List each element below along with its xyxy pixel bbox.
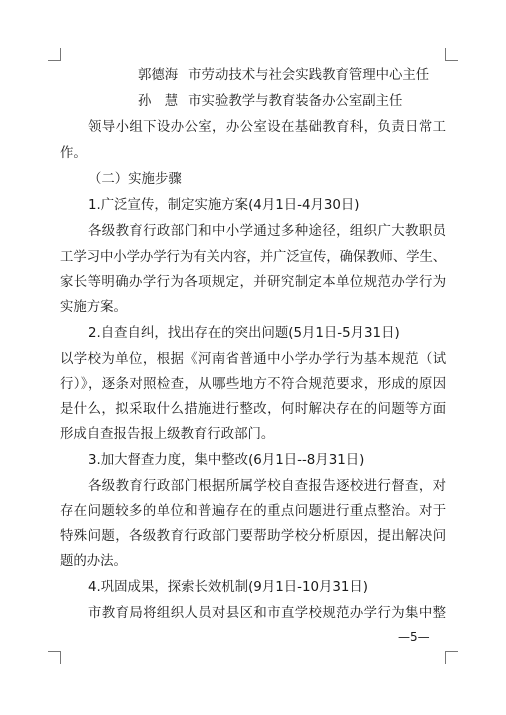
paragraph-line: 工学习中小学办学行为有关内容，并广泛宣传，确保教师、学生、 [60,250,446,265]
step-heading: 1.广泛宣传，制定实施方案(4月1日-4月30日) [88,198,360,213]
paragraph-line: 作。 [60,146,87,161]
paragraph-line: 存在问题较多的单位和普遍存在的重点问题进行重点整治。对于 [60,504,446,519]
member-title: 市劳动技术与社会实践教育管理中心主任 [188,68,430,83]
paragraph-line: 实施方案。 [60,300,127,315]
paragraph-line: 领导小组下设办公室，办公室设在基础教育科，负责日常工 [88,120,446,135]
paragraph-line: 市教育局将组织人员对县区和市直学校规范办学行为集中整 [88,606,446,621]
member-title: 市实验教学与教育装备办公室副主任 [188,94,403,109]
member-name: 郭德海 [138,68,179,83]
crop-mark-top-right [445,48,458,61]
paragraph-line: 是什么，拟采取什么措施进行整改，何时解决存在的问题等方面 [60,402,446,417]
section-heading: （二）实施步骤 [88,172,182,187]
member-name: 孙 慧 [138,94,179,109]
step-heading: 4.巩固成果，探索长效机制(9月1日-10月31日) [88,580,369,595]
paragraph-line: 行）》，逐条对照检查，从哪些地方不符合规范要求，形成的原因 [60,377,446,392]
paragraph-line: 各级教育行政部门根据所属学校自查报告逐校进行督查，对 [88,479,446,494]
page-number: —5— [398,630,430,644]
member-line-2 [138,94,448,110]
paragraph-line: 特殊问题，各级教育行政部门要帮助学校分析原因，提出解决问 [60,529,446,544]
crop-mark-bottom-right [445,651,458,664]
step-heading: 3.加大督查力度，集中整改(6月1日--8月31日) [88,453,365,468]
paragraph-line: 题的办法。 [60,554,127,569]
step-heading: 2.自查自纠，找出存在的突出问题(5月1日-5月31日) [88,326,400,341]
paragraph-line: 形成自查报告报上级教育行政部门。 [60,427,275,442]
paragraph-line: 家长等明确办学行为各项规定，并研究制定本单位规范办学行为 [60,275,446,290]
crop-mark-top-left [48,48,61,61]
paragraph-line: 以学校为单位，根据《河南省普通中小学办学行为基本规范（试 [60,352,446,367]
paragraph-line: 各级教育行政部门和中小学通过多种途径，组织广大教职员 [88,224,446,239]
member-line-1 [138,68,448,84]
crop-mark-bottom-left [48,651,61,664]
